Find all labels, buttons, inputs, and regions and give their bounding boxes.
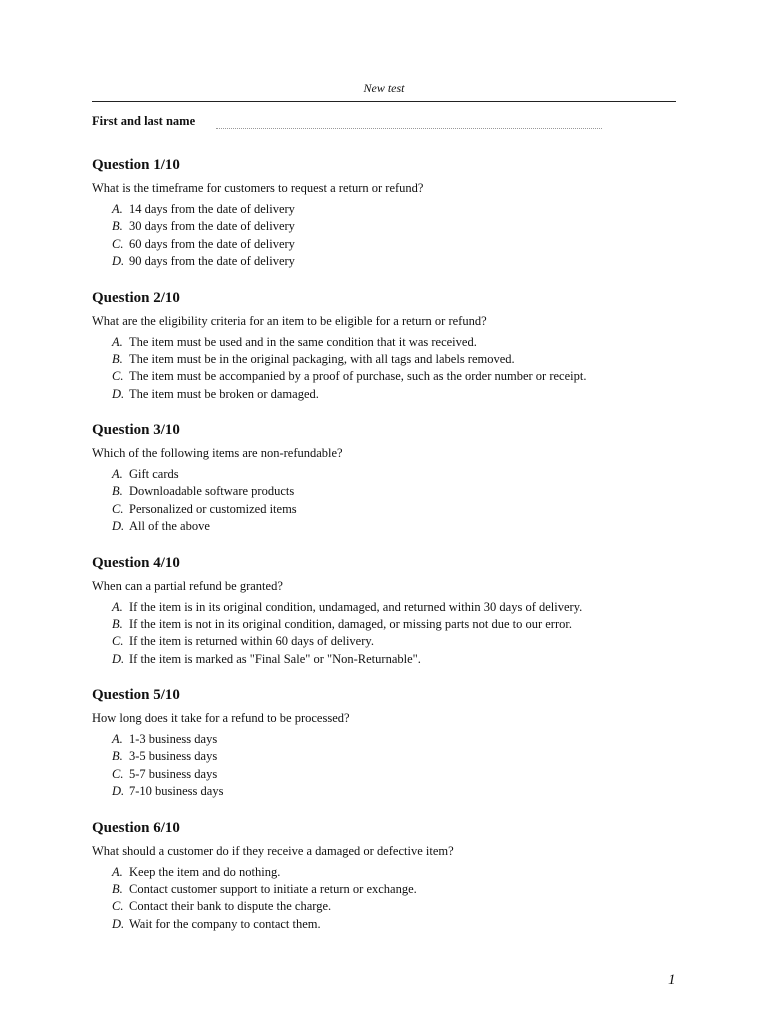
option-text: If the item is marked as "Final Sale" or "Non-Returnable". xyxy=(129,651,421,666)
question-text: What is the timeframe for customers to request a return or refund? xyxy=(92,181,424,195)
option-a xyxy=(92,201,682,218)
option-a xyxy=(92,731,682,748)
option-text: The item must be accompanied by a proof of purchase, such as the order number or receipt. xyxy=(129,369,587,384)
option-b xyxy=(92,218,682,235)
header-divider xyxy=(92,101,676,102)
option-b xyxy=(92,748,682,765)
option-text: Contact customer support to initiate a return or exchange. xyxy=(129,881,417,896)
option-letter: C. xyxy=(112,766,124,781)
option-letter: D. xyxy=(112,651,125,666)
option-text: Downloadable software products xyxy=(129,484,295,499)
option-text: 30 days from the date of delivery xyxy=(129,219,295,234)
question-3 xyxy=(92,421,682,554)
option-letter: A. xyxy=(112,202,123,216)
question-title: Question 5/10 xyxy=(92,687,180,703)
question-text: Which of the following items are non-refundable? xyxy=(92,446,343,460)
option-a xyxy=(92,864,682,881)
option-text: The item must be broken or damaged. xyxy=(129,386,319,401)
option-d xyxy=(92,386,682,403)
option-letter: A. xyxy=(112,334,123,349)
option-letter: B. xyxy=(112,749,123,764)
option-text: Keep the item and do nothing. xyxy=(129,864,281,879)
option-text: 90 days from the date of delivery xyxy=(129,254,295,269)
option-list xyxy=(92,334,682,404)
option-letter: A. xyxy=(112,467,123,481)
question-5 xyxy=(92,686,682,819)
question-2 xyxy=(92,289,682,422)
page-header-title: New test xyxy=(363,81,405,95)
option-letter: B. xyxy=(112,881,123,896)
option-c xyxy=(92,633,682,650)
option-text: 7-10 business days xyxy=(129,784,224,799)
question-title: Question 3/10 xyxy=(92,422,180,438)
option-letter: C. xyxy=(112,369,124,384)
name-field-line[interactable] xyxy=(216,128,602,129)
option-list xyxy=(92,201,682,271)
option-b xyxy=(92,483,682,500)
option-letter: D. xyxy=(112,784,125,799)
option-list xyxy=(92,466,682,536)
option-a xyxy=(92,599,682,616)
option-c xyxy=(92,368,682,385)
question-text: What should a customer do if they receive a damaged or defective item? xyxy=(92,843,454,858)
question-list xyxy=(92,156,682,951)
option-d xyxy=(92,783,682,800)
option-letter: C. xyxy=(112,236,124,251)
option-letter: B. xyxy=(112,219,123,234)
option-text: 5-7 business days xyxy=(129,766,218,781)
option-letter: B. xyxy=(112,616,123,631)
option-list xyxy=(92,864,682,934)
option-letter: C. xyxy=(112,899,124,914)
question-1 xyxy=(92,156,682,289)
option-text: If the item is in its original condition, undamaged, and returned within 30 days of delivery. xyxy=(129,599,583,614)
option-d xyxy=(92,916,682,933)
option-text: The item must be used and in the same condition that it was received. xyxy=(129,334,477,349)
option-d xyxy=(92,518,682,535)
option-d xyxy=(92,651,682,668)
question-title: Question 4/10 xyxy=(92,554,180,571)
question-title: Question 6/10 xyxy=(92,819,180,836)
option-b xyxy=(92,881,682,898)
question-title: Question 1/10 xyxy=(92,157,180,173)
option-letter: D. xyxy=(112,254,125,269)
option-list xyxy=(92,731,682,801)
option-text: 14 days from the date of delivery xyxy=(129,202,295,216)
option-letter: C. xyxy=(112,501,124,516)
option-text: If the item is returned within 60 days of delivery. xyxy=(129,634,374,649)
option-c xyxy=(92,236,682,253)
option-d xyxy=(92,253,682,270)
option-a xyxy=(92,466,682,483)
option-text: 3-5 business days xyxy=(129,749,218,764)
option-letter: B. xyxy=(112,484,123,499)
question-text: How long does it take for a refund to be processed? xyxy=(92,711,350,725)
option-c xyxy=(92,501,682,518)
question-text: When can a partial refund be granted? xyxy=(92,578,283,593)
option-letter: A. xyxy=(112,732,123,746)
option-text: Contact their bank to dispute the charge. xyxy=(129,899,332,914)
option-text: The item must be in the original packaging, with all tags and labels removed. xyxy=(129,351,515,366)
question-text: What are the eligibility criteria for an item to be eligible for a return or refund? xyxy=(92,313,487,328)
option-text: Wait for the company to contact them. xyxy=(129,916,321,931)
option-text: If the item is not in its original condition, damaged, or missing parts not due to our error. xyxy=(129,616,572,631)
option-letter: D. xyxy=(112,916,125,931)
option-text: 1-3 business days xyxy=(129,732,218,746)
option-text: Gift cards xyxy=(129,467,179,481)
question-4 xyxy=(92,554,682,687)
option-letter: D. xyxy=(112,519,125,534)
option-b xyxy=(92,616,682,633)
option-text: All of the above xyxy=(129,519,210,534)
option-c xyxy=(92,898,682,915)
option-letter: A. xyxy=(112,864,123,879)
option-letter: B. xyxy=(112,351,123,366)
name-field-label: First and last name xyxy=(92,114,196,128)
option-letter: A. xyxy=(112,599,123,614)
option-letter: D. xyxy=(112,386,125,401)
option-b xyxy=(92,351,682,368)
option-text: 60 days from the date of delivery xyxy=(129,236,295,251)
name-field-row xyxy=(92,114,602,132)
option-list xyxy=(92,599,682,669)
question-6 xyxy=(92,819,682,952)
option-text: Personalized or customized items xyxy=(129,501,297,516)
option-c xyxy=(92,766,682,783)
option-letter: C. xyxy=(112,634,124,649)
question-title: Question 2/10 xyxy=(92,289,180,306)
option-a xyxy=(92,334,682,351)
page-number: 1 xyxy=(668,972,676,988)
